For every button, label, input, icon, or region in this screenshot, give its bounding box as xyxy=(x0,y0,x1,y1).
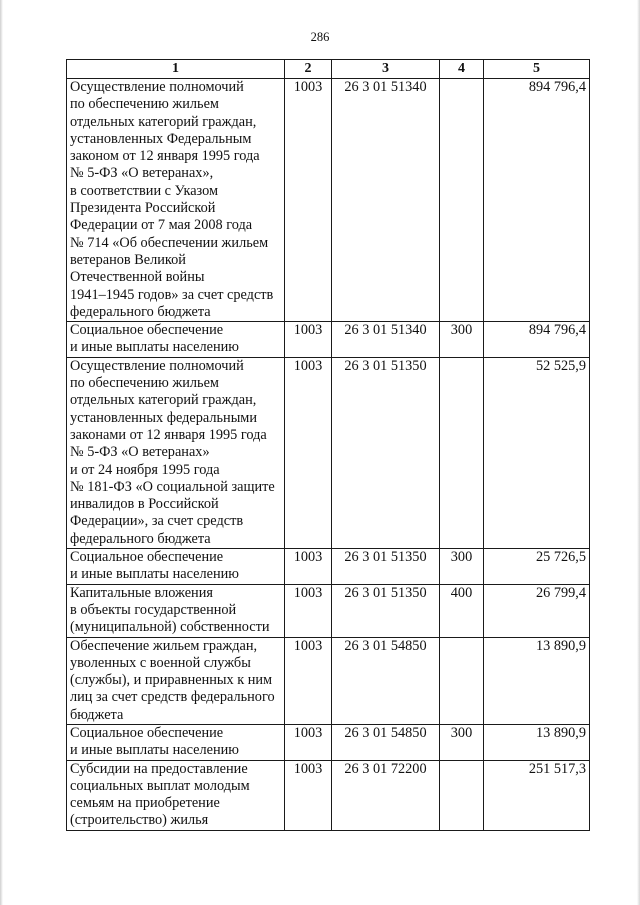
cell-amount: 894 796,4 xyxy=(484,79,590,322)
cell-target-article: 26 3 01 51340 xyxy=(332,322,440,358)
cell-section: 1003 xyxy=(285,760,332,830)
cell-name: Осуществление полномочий по обеспечению жильем отдельных категорий граждан, установленных федеральными законами от 12 января 1995 года № 5-ФЗ «О ветеранах» и от 24 ноября 1995 года № 181-ФЗ «О социальной защите инвалидов в Российской Федерации», за счет средств федерального бюджета xyxy=(67,357,285,548)
cell-amount: 251 517,3 xyxy=(484,760,590,830)
page-number: 286 xyxy=(310,30,330,44)
table-row xyxy=(67,549,590,585)
column-header-target-article: 3 xyxy=(332,60,440,79)
table-row xyxy=(67,584,590,637)
cell-expense-type xyxy=(440,357,484,548)
cell-target-article: 26 3 01 51350 xyxy=(332,549,440,585)
cell-name: Осуществление полномочий по обеспечению жильем отдельных категорий граждан, установленных Федеральным законом от 12 января 1995 года № 5-ФЗ «О ветеранах», в соответствии с Указом Президента Российской Федерации от 7 мая 2008 года № 714 «Об обеспечении жильем ветеранов Великой Отечественной войны 1941–1945 годов» за счет средств федерального бюджета xyxy=(67,79,285,322)
cell-amount: 26 799,4 xyxy=(484,584,590,637)
cell-expense-type: 300 xyxy=(440,322,484,358)
budget-table xyxy=(66,59,590,831)
cell-name: Социальное обеспечение и иные выплаты населению xyxy=(67,724,285,760)
cell-target-article: 26 3 01 54850 xyxy=(332,724,440,760)
cell-section: 1003 xyxy=(285,637,332,724)
cell-amount: 13 890,9 xyxy=(484,724,590,760)
cell-target-article: 26 3 01 51350 xyxy=(332,584,440,637)
table-row xyxy=(67,322,590,358)
cell-section: 1003 xyxy=(285,584,332,637)
table-row xyxy=(67,637,590,724)
table-row xyxy=(67,760,590,830)
cell-section: 1003 xyxy=(285,724,332,760)
table-row xyxy=(67,357,590,548)
cell-name: Социальное обеспечение и иные выплаты населению xyxy=(67,322,285,358)
cell-name: Капитальные вложения в объекты государственной (муниципальной) собственности xyxy=(67,584,285,637)
cell-target-article: 26 3 01 51340 xyxy=(332,79,440,322)
cell-amount: 25 726,5 xyxy=(484,549,590,585)
cell-name: Обеспечение жильем граждан, уволенных с военной службы (службы), и приравненных к ним лиц за счет средств федерального бюджета xyxy=(67,637,285,724)
cell-amount: 52 525,9 xyxy=(484,357,590,548)
cell-name: Субсидии на предоставление социальных выплат молодым семьям на приобретение (строительство) жилья xyxy=(67,760,285,830)
table-row xyxy=(67,724,590,760)
cell-section: 1003 xyxy=(285,549,332,585)
column-header-section: 2 xyxy=(285,60,332,79)
column-header-amount: 5 xyxy=(484,60,590,79)
cell-target-article: 26 3 01 72200 xyxy=(332,760,440,830)
column-header-expense-type: 4 xyxy=(440,60,484,79)
cell-target-article: 26 3 01 54850 xyxy=(332,637,440,724)
cell-expense-type xyxy=(440,79,484,322)
cell-section: 1003 xyxy=(285,322,332,358)
cell-expense-type: 300 xyxy=(440,549,484,585)
cell-amount: 13 890,9 xyxy=(484,637,590,724)
cell-section: 1003 xyxy=(285,79,332,322)
cell-amount: 894 796,4 xyxy=(484,322,590,358)
cell-expense-type: 400 xyxy=(440,584,484,637)
cell-expense-type: 300 xyxy=(440,724,484,760)
cell-name: Социальное обеспечение и иные выплаты населению xyxy=(67,549,285,585)
cell-target-article: 26 3 01 51350 xyxy=(332,357,440,548)
table-row xyxy=(67,79,590,322)
cell-section: 1003 xyxy=(285,357,332,548)
cell-expense-type xyxy=(440,760,484,830)
column-header-name: 1 xyxy=(67,60,285,79)
scan-edge-left xyxy=(0,0,3,905)
cell-expense-type xyxy=(440,637,484,724)
table-header-row xyxy=(67,60,590,79)
